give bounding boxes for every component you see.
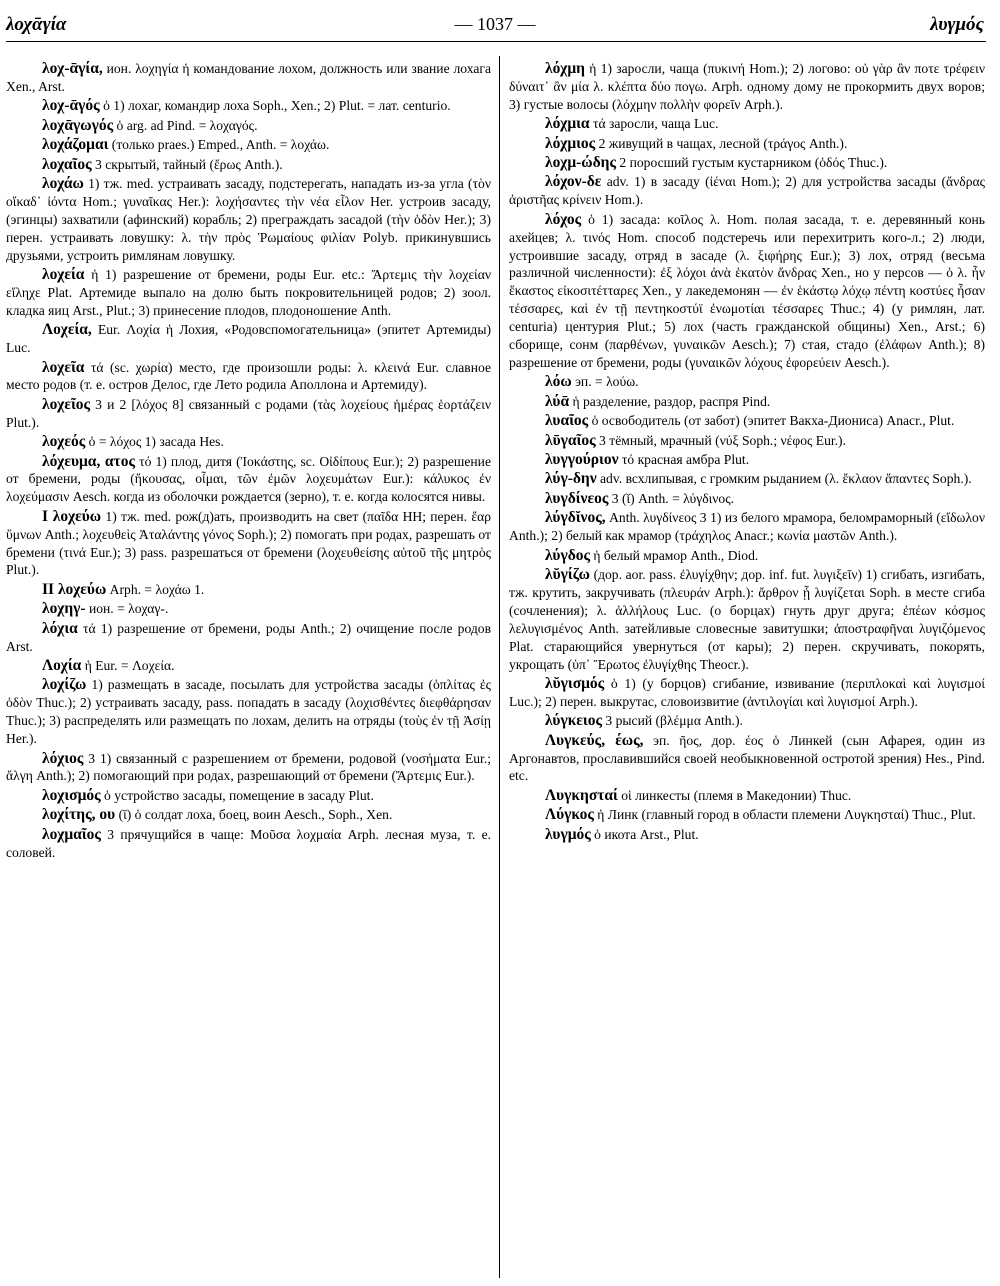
headword: Λύγκος xyxy=(545,806,594,824)
headword: λόχια xyxy=(42,619,78,637)
headword: λυγμός xyxy=(545,825,591,843)
definition: 3 прячущийся в чаще: Μοῦσα λοχμαία Arph. лесная муза, т. е. соловей. xyxy=(6,826,491,860)
dictionary-entry xyxy=(509,60,985,114)
headword: II λοχεύω xyxy=(42,580,107,598)
definition: ὁ освободитель (от забот) (эпитет Вакха-Диониса) Anacr., Plut. xyxy=(588,413,955,429)
definition: τό красная амбра Plut. xyxy=(618,452,750,468)
headword: λυγδίνεος xyxy=(545,489,609,507)
definition: ὁ 1) лохаг, командир лоха Soph., Xen.; 2) Plut. = лат. centurio. xyxy=(99,98,451,114)
definition: (дор. aor. pass. ἐλυγίχθην; дор. inf. fut. λυγιξεῖν) 1) сгибать, изгибать, тж. крутить, закручивать (πλευράν Arph.): ἄρθρον ᾗ λυγίζεται Soph. в месте сгиба (сочленения); λ. ἀλλήλους Luc. (о борцах) гнуть друг друга; ἐπέων κόσμος λελυγισμένος Anth. затейливые словесные завитушки; ἀποστραφῆναι λυγιζόμενος Plat. старающийся увернуться (от кары); 2) перен. скручивать, покорять, укрощать (ὑπ᾽ Ἔρωτος ἐλυγίχθης Theocr.). xyxy=(509,566,985,672)
dictionary-entry xyxy=(509,806,985,824)
headword: λόχος xyxy=(545,210,582,228)
dictionary-entry xyxy=(6,508,491,580)
headword: Λυγκησταί xyxy=(545,786,618,804)
definition: 3 скрытый, тайный (ἔρως Anth.). xyxy=(91,156,283,172)
dictionary-entry xyxy=(6,750,491,786)
dictionary-entry xyxy=(509,509,985,545)
definition: ἡ 1) заросли, чаща (πυκινή Hom.); 2) логово: οὐ γὰρ ἂν ποτε τρέφειν δύναιτ᾽ ἂν μία λ. κλέπτα δύο πογω. Arph. одному дому не прокормить двух воров; 3) густые волосы (λόχμην πολλὴν φορεῖν Arph.). xyxy=(509,61,985,112)
definition: ἡ разделение, раздор, распря Pind. xyxy=(569,393,771,409)
definition: 2 поросший густым кустарником (ὁδός Thuc.). xyxy=(616,155,888,171)
dictionary-entry xyxy=(509,451,985,469)
definition: adv. 1) в засаду (ἰέναι Hom.); 2) для устройства засады (ἄνδρας ἀριστῆας κρίνειν Hom.). xyxy=(509,174,985,208)
dictionary-entry xyxy=(6,97,491,115)
dictionary-entry xyxy=(6,117,491,135)
dictionary-entry xyxy=(509,115,985,133)
definition: эп. ῆος, дор. έος ὁ Линкей (сын Афарея, один из Аргонавтов, прославившийся своей необыкновенной остротой зрения) Hes., Pind. etc. xyxy=(509,732,985,784)
headword: λοχμ-ώδης xyxy=(545,154,616,172)
dictionary-entry xyxy=(509,470,985,488)
definition: 1) тж. med. рож(д)ать, производить на свет (παῖδα HH; перен. ἔαρ ὕμνων Anth.; λοχευθεὶς Ἀταλάντης γόνος Soph.); 2) помогать при родах, разрешать от бремени (τινά Eur.); 3) pass. разрешаться от бремени (λοχευθείσης αὐτοῦ τῆς μητρὸς Plut.). xyxy=(6,508,491,578)
definition: 3 (ῐ) Anth. = λύγδινος. xyxy=(608,490,735,506)
left-column xyxy=(6,60,491,1280)
dictionary-entry xyxy=(6,433,491,451)
headword: λύγδῐνος, xyxy=(545,509,606,527)
headword: λῠγισμός xyxy=(545,674,605,692)
headword: λόω xyxy=(545,373,572,391)
dictionary-entry xyxy=(6,266,491,320)
definition: Anth. λυγδίνεος 3 1) из белого мрамора, беломраморный (εἴδωλον Anth.); 2) белый как мрамор (τράχηλος Anacr.; κωνία μαστῶν Anth.). xyxy=(509,510,985,544)
headword: λόχευμα, ατος xyxy=(42,452,135,470)
definition: ὁ икота Arst., Plut. xyxy=(590,826,699,842)
dictionary-entry xyxy=(6,657,491,675)
headword: λόχον-δε xyxy=(545,173,602,191)
definition: ἡ Eur. = Λοχεία. xyxy=(81,658,175,673)
dictionary-entry xyxy=(509,566,985,673)
definition: Eur. Λοχία ἡ Лохия, «Родовспомогательница» (эпитет Артемиды) Luc. xyxy=(6,322,491,356)
dictionary-entry xyxy=(509,373,985,391)
definition: 3 тёмный, мрачный (νύξ Soph.; νέφος Eur.). xyxy=(595,432,846,448)
headword: λύᾱ xyxy=(545,392,570,410)
headword: λοχμαῖος xyxy=(42,825,101,843)
dictionary-entry xyxy=(6,581,491,599)
headword: λοχεῖα xyxy=(42,358,85,376)
headword: λοχ-ᾱγία, xyxy=(42,60,103,77)
definition: ἡ Линк (главный город в области племени Λυγκησταί) Thuc., Plut. xyxy=(593,807,976,823)
definition: τά заросли, чаща Luc. xyxy=(589,116,719,132)
headword: λοχεῖος xyxy=(42,395,91,413)
dictionary-entry xyxy=(6,321,491,357)
dictionary-entry xyxy=(509,173,985,209)
dictionary-entry xyxy=(509,432,985,450)
dictionary-entry xyxy=(6,136,491,154)
definition: ион. λοχηγία ἡ командование лохом, должность или звание лохага Xen., Arst. xyxy=(6,61,491,94)
dictionary-entry xyxy=(509,547,985,565)
definition: ὁ 1) засада: κοῖλος λ. Hom. полая засада, т. е. деревянный конь ахейцев; λ. τινός Hom. способ подстеречь или перехитрить кого-л.; 2) люди, устроившие засаду, отряд в засаде (λ. ξιφήρης Eur.); 3) лох, отряд (весьма различной численности): ἐξ λόχοι ἀνὰ ἑκατὸν ἄνδρας Xen., но у персов — ὁ λ. ἦν ἕκαστος εἰκοσιτέτταρες Xen., у лакедемонян — ἐν ἑκάστῳ λόχῳ πέντη κοστύες ἦσαν τέσσαρες, καὶ ἐν τῇ πεντηκοστύϊ ἐνωμοτίαι τέσσαρες Thuc.; 4) (у римлян, лат. centuria) центурия Plut.; 5) лох (часть гражданской общины) Xen., Arst.; 6) сборище, сонм (παρθένων, γυναικῶν Aesch.); 7) стая, стадо (ἐλάφων Anth.); 8) разрешение от бремени, роды (γυναικῶν λόχους ἐφορεύειν Aesch.). xyxy=(509,211,985,370)
dictionary-entry xyxy=(6,600,491,618)
headword: λύγκειος xyxy=(545,712,603,730)
dictionary-entry xyxy=(6,396,491,432)
headword: λοχᾱγωγός xyxy=(42,116,114,134)
dictionary-entry xyxy=(509,826,985,844)
dictionary-entry xyxy=(509,732,985,786)
dictionary-entry xyxy=(6,676,491,748)
definition: (только praes.) Emped., Anth. = λοχάω. xyxy=(108,137,330,153)
headword: λύγδος xyxy=(545,546,591,564)
headword: λόχμια xyxy=(545,115,590,133)
definition: 1) тж. med. устраивать засаду, подстерегать, нападать из-за угла (τὸν οἴκαδ᾽ ἰόντα Hom.; γυναῖκας Her.): λοχήσαντες τὴν νέα εἷλον Her. устроив засаду, (эгинцы) захватили (афинский) корабль; 2) преграждать засадой (τὴν ὁδὸν Her.); 3) перен. устраивать ловушку: λ. τὴν πρὸς Ῥωμαίους φιλίαν Polyb. прикинувшись друзьями, устроить римлянам ловушку. xyxy=(6,175,491,263)
definition: τά 1) разрешение от бремени, роды Anth.; 2) очищение после родов Arst. xyxy=(6,620,491,654)
headword: λοχεία xyxy=(42,265,85,283)
dictionary-entry xyxy=(509,154,985,172)
headword: λοχίζω xyxy=(42,676,87,694)
headword: λοχάζομαι xyxy=(42,136,109,154)
headword: λοχάω xyxy=(42,174,84,192)
definition: ὁ 1) (у борцов) сгибание, извивание (περιπλοκαὶ καὶ λυγισμοί Luc.); 2) перен. выкрутас, словоизвитие (ἀντιλογίαι καὶ λυγισμοί Arph.). xyxy=(509,675,985,709)
dictionary-entry xyxy=(6,60,491,96)
definition: 3 рысий (βλέμμα Anth.). xyxy=(602,713,743,729)
definition: 2 живущий в чащах, лесной (τράγος Anth.). xyxy=(595,135,848,151)
definition: adv. всхлипывая, с громким рыданием (λ. ἔκλαον ἅπαντες Soph.). xyxy=(596,471,972,487)
dictionary-entry xyxy=(6,620,491,656)
headword: λόχμιος xyxy=(545,134,596,152)
definition: 3 и 2 [λόχος 8] связанный с родами (τὰς λοχείους ἡμέρας ἑορτάζειν Plut.). xyxy=(6,396,491,430)
dictionary-entry xyxy=(509,412,985,430)
headword: λοχισμός xyxy=(42,786,101,804)
definition: ὁ устройство засады, помещение в засаду Plut. xyxy=(100,787,374,803)
definition: 1) размещать в засаде, посылать для устройства засады (ὁπλίτας ἐς ὁδὸν Thuc.); 2) устраивать засаду, pass. попадать в засаду (λοχισθέντες διεφθάρησαν Thuc.); 3) распределять или размещать по лохам, делить на отряды (τοὺς ἐν τῇ Ἀσίῃ Her.). xyxy=(6,677,491,747)
headword: λῡγαῖος xyxy=(545,431,596,449)
definition: ὁ arg. ad Pind. = λοχαγός. xyxy=(113,117,258,133)
dictionary-entry xyxy=(509,675,985,711)
headword: λῠγίζω xyxy=(545,565,590,583)
definition: Arph. = λοχάω 1. xyxy=(106,581,205,597)
definition: τό 1) плод, дитя (Ἰοκάστης, sc. Οἰδίπους Eur.); 2) разрешение от бремени, роды (ἤκουσας, οἶμαι, τῶν ἐμῶν λοχευμάτων Eur.): κάλυκος ἐν λοχεύμασιν Aesch. когда из оболочки рождается (зерно), т. е. когда колосятся нивы. xyxy=(6,453,491,505)
dictionary-entry xyxy=(6,787,491,805)
dictionary-entry xyxy=(6,826,491,862)
headword: λυαῖος xyxy=(545,412,589,430)
definition: τά (sc. χωρία) место, где произошли роды: λ. κλεινά Eur. славное место родов (т. е. остров Делос, где Лето родила Аполлона и Артемиду). xyxy=(6,359,491,393)
headword: λόχμη xyxy=(545,60,585,77)
dictionary-entry xyxy=(509,787,985,805)
header-first-word: λοχᾱγία xyxy=(6,14,67,35)
dictionary-entry xyxy=(6,359,491,395)
right-column xyxy=(509,60,985,1280)
page-number: — 1037 — xyxy=(454,14,536,34)
definition: ἡ 1) разрешение от бремени, роды Eur. etc.: Ἄρτεμις τὴν λοχείαν εἴληχε Plat. Артемиде выпало на долю быть покровительницей родов; 2) зоол. кладка яиц Arst., Plut.; 3) принесение плодов, плодоношение Anth. xyxy=(6,266,491,318)
headword: λοχεός xyxy=(42,433,86,451)
headword: λοχαῖος xyxy=(42,155,92,173)
headword: Λοχία xyxy=(42,657,82,674)
header-last-word: λυγμός xyxy=(930,14,984,35)
headword: λοχ-ᾱγός xyxy=(42,97,100,115)
header-rule xyxy=(6,41,986,42)
headword: λοχηγ- xyxy=(42,600,86,618)
dictionary-entry xyxy=(6,175,491,265)
definition: ἡ белый мрамор Anth., Diod. xyxy=(590,547,759,563)
headword: λοχίτης, ου xyxy=(42,806,116,824)
dictionary-entry xyxy=(509,135,985,153)
dictionary-entry xyxy=(6,806,491,824)
definition: οἱ линкесты (племя в Македонии) Thuc. xyxy=(617,787,852,803)
definition: (ῑ) ὁ солдат лоха, боец, воин Aesch., Soph., Xen. xyxy=(115,807,393,823)
headword: λύγ-δην xyxy=(545,470,597,488)
definition: эп. = λούω. xyxy=(571,374,639,390)
dictionary-entry xyxy=(509,393,985,411)
column-divider xyxy=(499,56,500,1278)
headword: I λοχεύω xyxy=(42,507,102,525)
page-header xyxy=(6,14,984,44)
dictionary-entry xyxy=(6,156,491,174)
dictionary-entry xyxy=(509,490,985,508)
dictionary-entry xyxy=(509,712,985,730)
dictionary-entry xyxy=(509,211,985,372)
headword: Λοχεία, xyxy=(42,321,92,339)
definition: ὁ = λόχος 1) засада Hes. xyxy=(85,434,224,450)
headword: Λυγκεύς, έως, xyxy=(545,731,644,749)
definition: ион. = λοχαγ-. xyxy=(85,601,169,617)
headword: λόχιος xyxy=(42,749,84,767)
headword: λυγγούριον xyxy=(545,451,619,469)
dictionary-entry xyxy=(6,453,491,507)
definition: 3 1) связанный с разрешением от бремени, родовой (νοσήματα Eur.; ἄλγη Anth.); 2) помогающий при родах, разрешающий от бремени (Ἄρτεμις Eur.). xyxy=(6,750,491,784)
